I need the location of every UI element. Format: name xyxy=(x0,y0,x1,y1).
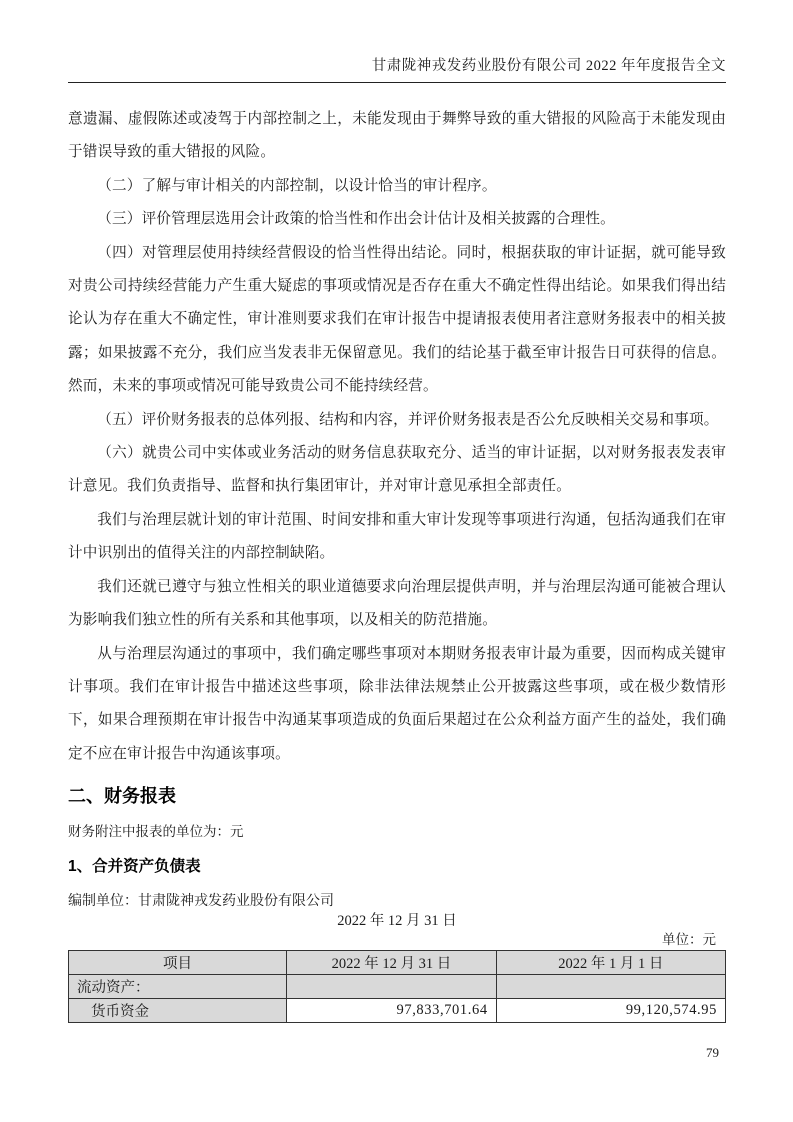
section-heading-financial-statements: 二、财务报表 xyxy=(68,786,176,807)
table-header-row xyxy=(69,951,726,975)
body-paragraph: （五）评价财务报表的总体列报、结构和内容，并评价财务报表是否公允反映相关交易和事项。 xyxy=(97,411,719,428)
table-cell-value: 97,833,701.64 xyxy=(287,999,497,1023)
statement-date: 2022 年 12 月 31 日 xyxy=(337,913,457,930)
audit-report-paragraphs xyxy=(68,103,726,771)
table-row xyxy=(69,975,726,999)
page-number: 79 xyxy=(706,1045,719,1060)
financial-notes-unit-note: 财务附注中报表的单位为：元 xyxy=(68,824,244,840)
table-row xyxy=(69,999,726,1023)
report-header-title: 甘肃陇神戎发药业股份有限公司 2022 年年度报告全文 xyxy=(371,58,726,74)
body-paragraph: （六）就贵公司中实体或业务活动的财务信息获取充分、适当的审计证据，以对财务报表发表审计意见。我们负责指导、监督和执行集团审计，并对审计意见承担全部责任。 xyxy=(68,445,726,495)
table-cell-value xyxy=(287,975,497,999)
subsection-heading-consolidated-balance-sheet: 1、合并资产负债表 xyxy=(68,858,201,876)
table-cell-value xyxy=(496,975,725,999)
body-paragraph: （三）评价管理层选用会计政策的恰当性和作出会计估计及相关披露的合理性。 xyxy=(97,211,615,228)
table-cell-item: 流动资产： xyxy=(69,975,287,999)
prepared-by-line: 编制单位：甘肃陇神戎发药业股份有限公司 xyxy=(68,894,334,910)
unit-label: 单位：元 xyxy=(662,932,716,948)
table-column-header: 2022 年 1 月 1 日 xyxy=(496,951,725,975)
balance-sheet-table-head xyxy=(69,951,726,975)
body-paragraph: 我们与治理层就计划的审计范围、时间安排和重大审计发现等事项进行沟通，包括沟通我们在审计中识别出的值得关注的内部控制缺陷。 xyxy=(68,511,726,562)
body-paragraph: 意遗漏、虚假陈述或凌驾于内部控制之上，未能发现由于舞弊导致的重大错报的风险高于未能发现由于错误导致的重大错报的风险。 xyxy=(68,111,726,161)
table-column-header: 2022 年 12 月 31 日 xyxy=(287,951,497,975)
body-paragraph: 从与治理层沟通过的事项中，我们确定哪些事项对本期财务报表审计最为重要，因而构成关键审计事项。我们在审计报告中描述这些事项，除非法律法规禁止公开披露这些事项，或在极少数情形下，如果合理预期在审计报告中沟通某事项造成的负面后果超过在公众利益方面产生的益处，我们确定不应在审计报告中沟通该事项。 xyxy=(68,645,726,762)
table-cell-value: 99,120,574.95 xyxy=(496,999,725,1023)
balance-sheet-table xyxy=(68,950,726,1023)
page-header xyxy=(68,56,726,83)
body-paragraph: 我们还就已遵守与独立性相关的职业道德要求向治理层提供声明，并与治理层沟通可能被合理认为影响我们独立性的所有关系和其他事项，以及相关的防范措施。 xyxy=(68,578,726,629)
body-paragraph: （二）了解与审计相关的内部控制，以设计恰当的审计程序。 xyxy=(97,177,497,194)
balance-sheet-table-body xyxy=(69,975,726,1023)
table-cell-item: 货币资金 xyxy=(69,999,287,1023)
body-paragraph: （四）对管理层使用持续经营假设的恰当性得出结论。同时，根据获取的审计证据，就可能导致对贵公司持续经营能力产生重大疑虑的事项或情况是否存在重大不确定性得出结论。如果我们得出结论认为存在重大不确定性，审计准则要求我们在审计报告中提请报表使用者注意财务报表中的相关披露；如果披露不充分，我们应当发表非无保留意见。我们的结论基于截至审计报告日可获得的信息。然而，未来的事项或情况可能导致贵公司不能持续经营。 xyxy=(68,244,726,395)
table-column-header: 项目 xyxy=(69,951,287,975)
